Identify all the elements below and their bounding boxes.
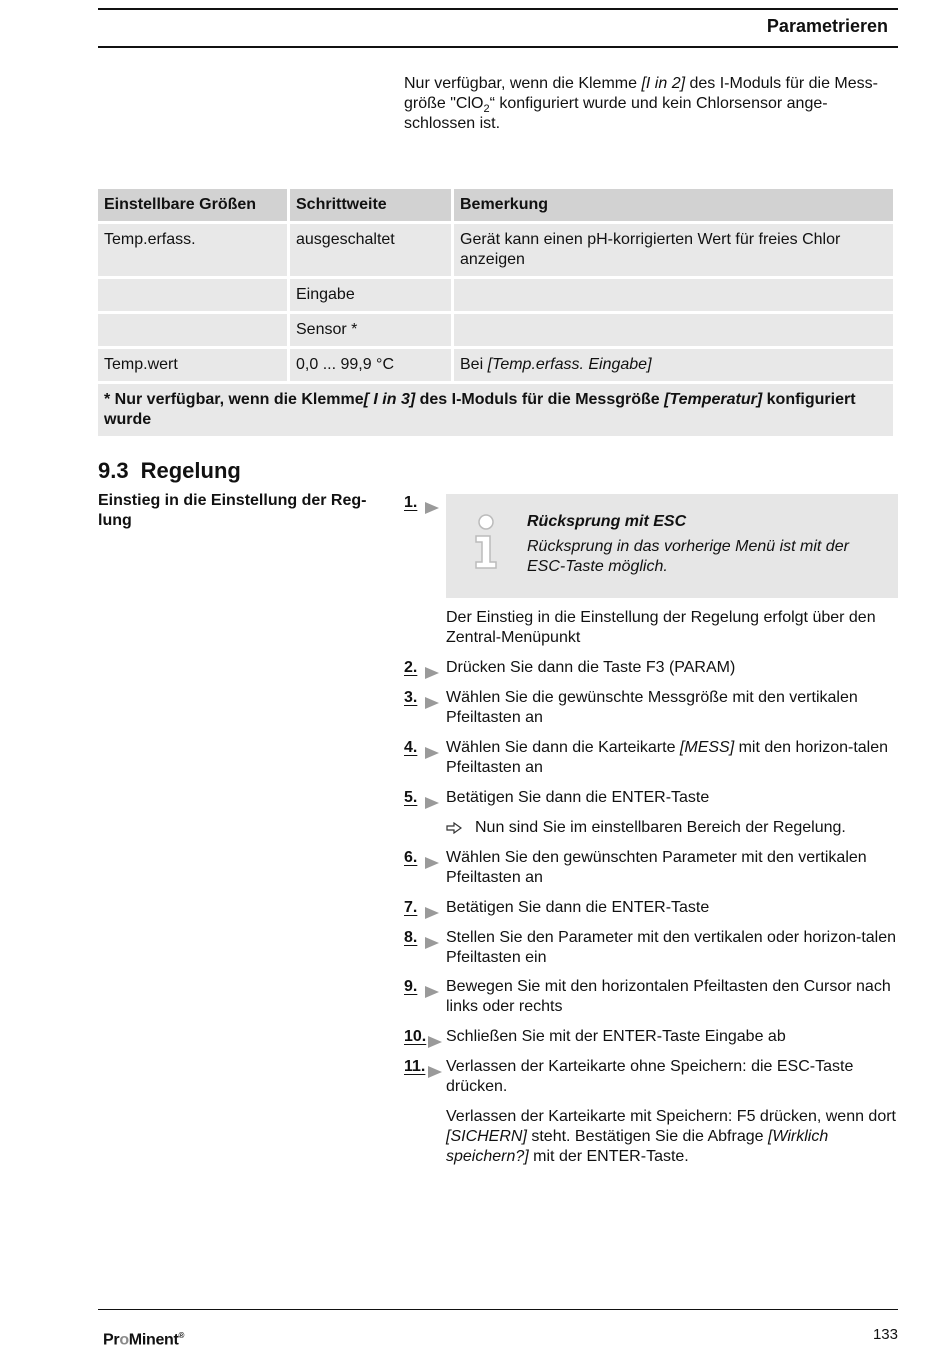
step-text: Wählen Sie den gewünschten Parameter mit den vertikalen Pfeiltasten an bbox=[446, 849, 867, 886]
top-rule bbox=[98, 8, 898, 10]
step-text: Bewegen Sie mit den horizontalen Pfeiltasten den Cursor nach links oder rechts bbox=[446, 978, 891, 1015]
step-text: Der Einstieg in die Einstellung der Regelung erfolgt über den Zentral-Menüpunkt bbox=[446, 609, 876, 646]
step-number: 11. bbox=[404, 1058, 426, 1075]
table-cell bbox=[454, 279, 893, 311]
table-footnote: * Nur verfügbar, wenn die Klemme[ I in 3] des I-Moduls für die Messgröße [Temperatur] konfiguriert wurde bbox=[98, 384, 893, 436]
table-cell bbox=[98, 279, 287, 311]
page-number: 133 bbox=[872, 1326, 898, 1343]
section-title: Parametrieren bbox=[766, 16, 888, 36]
table-row bbox=[98, 224, 893, 276]
step-text: Wählen Sie die gewünschte Messgröße mit den vertikalen Pfeiltasten an bbox=[446, 689, 858, 726]
table-header-cell: Einstellbare Größen bbox=[98, 189, 287, 221]
section-heading: 9.3 Regelung bbox=[98, 458, 241, 483]
table-cell: ausgeschaltet bbox=[290, 224, 451, 276]
step-text: Wählen Sie dann die Karteikarte [MESS] mit den horizon-talen Pfeiltasten an bbox=[446, 739, 889, 776]
table-header-cell: Bemerkung bbox=[454, 189, 893, 221]
step-arrow-icon bbox=[428, 1036, 442, 1048]
table-header-row bbox=[98, 189, 893, 221]
step-number: 9. bbox=[404, 978, 418, 995]
step-number: 4. bbox=[404, 739, 418, 756]
table-footnote-row bbox=[98, 384, 893, 436]
table-cell: Temp.erfass. bbox=[98, 224, 287, 276]
step-number: 7. bbox=[404, 899, 418, 916]
note-text: Rücksprung in das vorherige Menü ist mit der ESC-Taste möglich. bbox=[527, 538, 849, 575]
step-extra-text: Verlassen der Karteikarte mit Speichern: F5 drücken, wenn dort [SICHERN] steht. Bestätigen Sie die Abfrage [Wirklich speichern?] mit der ENTER-Taste. bbox=[446, 1108, 896, 1165]
result-arrow-icon bbox=[446, 822, 462, 834]
step-arrow-icon bbox=[425, 857, 439, 869]
note-title: Rücksprung mit ESC bbox=[527, 513, 687, 530]
step-arrow-icon bbox=[425, 697, 439, 709]
step-text: Verlassen der Karteikarte ohne Speichern: die ESC-Taste drücken. bbox=[446, 1058, 854, 1095]
table-row bbox=[98, 279, 893, 311]
table-row bbox=[98, 349, 893, 381]
step-arrow-icon bbox=[425, 937, 439, 949]
step-arrow-icon bbox=[428, 1066, 442, 1078]
step-text: Schließen Sie mit der ENTER-Taste Eingabe ab bbox=[446, 1028, 786, 1045]
parameter-table bbox=[95, 186, 896, 439]
footer-rule bbox=[98, 1309, 898, 1310]
side-heading: Einstieg in die Einstellung der Reg-lung bbox=[98, 492, 367, 529]
table-cell: Gerät kann einen pH-korrigierten Wert für freies Chlor anzeigen bbox=[454, 224, 893, 276]
table-cell bbox=[454, 314, 893, 346]
step-number: 10. bbox=[404, 1028, 427, 1045]
step-text: Drücken Sie dann die Taste F3 (PARAM) bbox=[446, 659, 736, 676]
table-cell: Temp.wert bbox=[98, 349, 287, 381]
step-number: 8. bbox=[404, 929, 418, 946]
step-number: 2. bbox=[404, 659, 418, 676]
step-number: 5. bbox=[404, 789, 418, 806]
step-number: 1. bbox=[404, 494, 418, 511]
terminal-ref: [I in 2] bbox=[641, 75, 686, 92]
table-cell: Sensor * bbox=[290, 314, 451, 346]
step-text: Stellen Sie den Parameter mit den vertikalen oder horizon-talen Pfeiltasten ein bbox=[446, 929, 897, 966]
table-cell: Eingabe bbox=[290, 279, 451, 311]
table-cell: 0,0 ... 99,9 °C bbox=[290, 349, 451, 381]
info-note bbox=[446, 494, 898, 598]
step-arrow-icon bbox=[425, 907, 439, 919]
step-arrow-icon bbox=[425, 502, 439, 514]
table-cell bbox=[98, 314, 287, 346]
step-text: Betätigen Sie dann die ENTER-Taste bbox=[446, 789, 710, 806]
step-number: 6. bbox=[404, 849, 418, 866]
table-cell: Bei [Temp.erfass. Eingabe] bbox=[454, 349, 893, 381]
step-text: Betätigen Sie dann die ENTER-Taste bbox=[446, 899, 710, 916]
step-arrow-icon bbox=[425, 797, 439, 809]
info-icon bbox=[472, 514, 500, 570]
step-result: Nun sind Sie im einstellbaren Bereich der Regelung. bbox=[475, 819, 846, 836]
step-arrow-icon bbox=[425, 747, 439, 759]
step-arrow-icon bbox=[425, 667, 439, 679]
brand-logo: ProMinent® bbox=[103, 1331, 185, 1349]
table-header-cell: Schrittweite bbox=[290, 189, 451, 221]
header-rule bbox=[98, 46, 898, 48]
step-arrow-icon bbox=[425, 986, 439, 998]
table-row bbox=[98, 314, 893, 346]
intro-paragraph: Nur verfügbar, wenn die Klemme [I in 2] des I-Moduls für die Mess- größe "ClO$_2$“ konfiguriert wurde und kein Chlorsensor ange- schlossen ist. bbox=[404, 75, 878, 132]
step-number: 3. bbox=[404, 689, 418, 706]
